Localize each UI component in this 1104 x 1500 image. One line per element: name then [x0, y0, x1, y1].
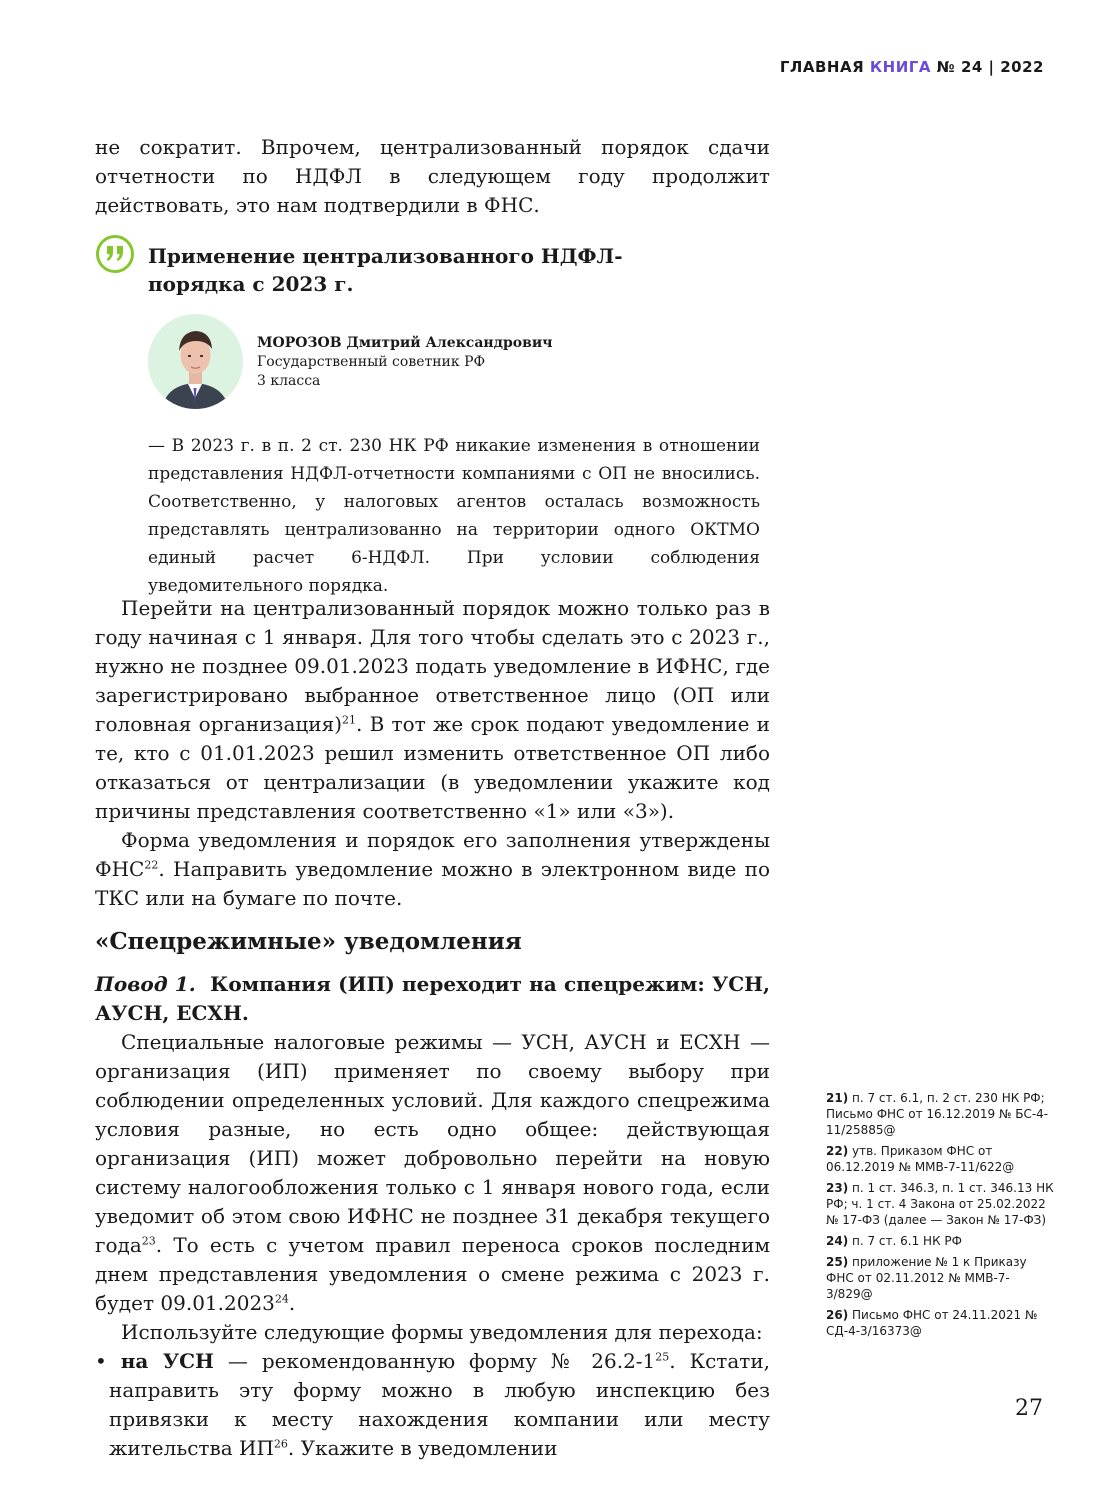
expert-position-rank: 3 класса	[257, 373, 321, 389]
expert-info	[257, 334, 552, 391]
intro-block	[95, 133, 770, 220]
footnote-number: 23)	[826, 1181, 849, 1195]
footnote-ref: 25	[655, 1350, 670, 1364]
footnote-text: п. 1 ст. 346.3, п. 1 ст. 346.13 НК РФ; ч. 1 ст. 4 Закона от 25.02.2022 № 17-ФЗ (далее — Закон № 17-ФЗ)	[826, 1181, 1054, 1227]
paragraph-notification-form	[95, 826, 770, 913]
centralization-block	[95, 594, 770, 913]
reason-text: Компания (ИП) переходит на спецрежим: УСН, АУСН, ЕСХН.	[95, 972, 770, 1025]
footnote-text: Письмо ФНС от 24.11.2021 № СД-4-3/16373@	[826, 1308, 1038, 1338]
reason-heading	[95, 970, 770, 1028]
expert-name: МОРОЗОВ Дмитрий Александрович	[257, 335, 553, 351]
footnote-22	[826, 1143, 1056, 1175]
footnote-text: п. 7 ст. 6.1 НК РФ	[848, 1234, 962, 1248]
paragraph-forms-intro: Используйте следующие формы уведомления для перехода:	[121, 1320, 763, 1344]
footnote-23	[826, 1180, 1056, 1228]
paragraph-text: . В тот же срок подают уведомление и те, кто с 01.01.2023 решил изменить ответственное ОП либо отказаться от централизации (в уведомлении укажите код причины представления соответственно «1» или «3»).	[95, 712, 770, 823]
page-number: 27	[1015, 1396, 1043, 1421]
footnote-26	[826, 1307, 1056, 1339]
expert-position: Государственный советник РФ	[257, 354, 486, 370]
paragraph-text: — рекомендованную форму № 26.2-1	[213, 1349, 656, 1373]
quote-body	[148, 432, 760, 600]
footnote-ref: 22	[144, 858, 159, 872]
footnote-text: приложение № 1 к Приказу ФНС от 02.11.2012 № ММВ-7-3/829@	[826, 1255, 1027, 1301]
footnote-text: утв. Приказом ФНС от 06.12.2019 № ММВ-7-11/622@	[826, 1144, 1015, 1174]
intro-paragraph: не сократит. Впрочем, централизованный порядок сдачи отчетности по НДФЛ в следующем году продолжит действовать, это нам подтвердили в ФНС.	[95, 135, 770, 217]
footnote-ref: 26	[273, 1437, 288, 1451]
footnote-24	[826, 1233, 1056, 1249]
paragraph-text: .	[288, 1291, 296, 1315]
footnotes	[826, 1090, 1056, 1344]
avatar	[148, 314, 243, 409]
masthead-title-accent: КНИГА	[869, 58, 931, 76]
quote-icon	[96, 235, 134, 273]
paragraph-text: Форма уведомления и порядок его заполнения утверждены ФНС	[95, 828, 770, 881]
footnote-number: 21)	[826, 1091, 849, 1105]
quote-glyph-icon	[104, 244, 126, 264]
footnote-ref: 24	[274, 1292, 289, 1306]
expert-portrait-icon	[148, 314, 243, 409]
paragraph-text: . Направить уведомление можно в электронном виде по ТКС или на бумаге по почте.	[95, 857, 770, 910]
footnote-number: 24)	[826, 1234, 849, 1248]
masthead	[780, 58, 1044, 76]
reason-label: Повод 1.	[95, 972, 196, 996]
masthead-issue: № 24 | 2022	[936, 58, 1044, 76]
paragraph-text: Перейти на централизованный порядок можно только раз в году начиная с 1 января. Для того чтобы сделать это с 2023 г., нужно не позднее 09.01.2023 подать уведомление в ИФНС, где зарегистрировано выбранное ответственное лицо (ОП или головная организация)	[95, 596, 770, 736]
paragraph-text: Специальные налоговые режимы — УСН, АУСН и ЕСХН — организация (ИП) применяет по своему выбору при соблюдении определенных условий. Для каждого спецрежима условия разные, но есть одно общее: действующая организация (ИП) может добровольно перейти на новую систему налогообложения только с 1 января нового года, если уведомит об этом свою ИФНС не позднее 31 декабря текущего года	[95, 1030, 770, 1257]
paragraph-special-regimes	[95, 1028, 770, 1318]
quote-title: Применение централизованного НДФЛ-порядка с 2023 г.	[148, 244, 623, 296]
paragraph-text: . Кстати, направить эту форму можно в любую инспекцию без привязки к месту нахождения компании или месту жительства ИП	[109, 1349, 771, 1460]
bullet-mark: •	[95, 1349, 107, 1373]
footnote-number: 22)	[826, 1144, 849, 1158]
footnote-ref: 21	[342, 713, 356, 727]
paragraph-text: . Укажите в уведомлении	[287, 1436, 558, 1460]
footnote-25	[826, 1254, 1056, 1302]
special-regime-block	[95, 970, 770, 1463]
paragraph-text: . То есть с учетом правил переноса сроков последним днем представления уведомления о смене режима с 2023 г. будет 09.01.2023	[95, 1233, 770, 1315]
footnote-ref: 23	[141, 1234, 156, 1248]
section-title: «Спецрежимные» уведомления	[95, 928, 522, 955]
footnote-21	[826, 1090, 1056, 1138]
footnote-number: 25)	[826, 1255, 849, 1269]
quote-text: — В 2023 г. в п. 2 ст. 230 НК РФ никакие изменения в отношении представления НДФЛ-отчетности компаниями с ОП не вносились. Соответственно, у налоговых агентов осталась возможность представлять централизованно на территории одного ОКТМО единый расчет 6-НДФЛ. При условии соблюдения уведомительного порядка.	[148, 436, 760, 596]
footnote-text: п. 7 ст. 6.1, п. 2 ст. 230 НК РФ; Письмо ФНС от 16.12.2019 № БС-4-11/25885@	[826, 1091, 1049, 1137]
masthead-title: ГЛАВНАЯ	[779, 58, 865, 76]
list-item-term: на УСН	[120, 1349, 214, 1373]
footnote-number: 26)	[826, 1308, 849, 1322]
list-item	[95, 1347, 770, 1463]
paragraph-centralization	[95, 594, 770, 826]
